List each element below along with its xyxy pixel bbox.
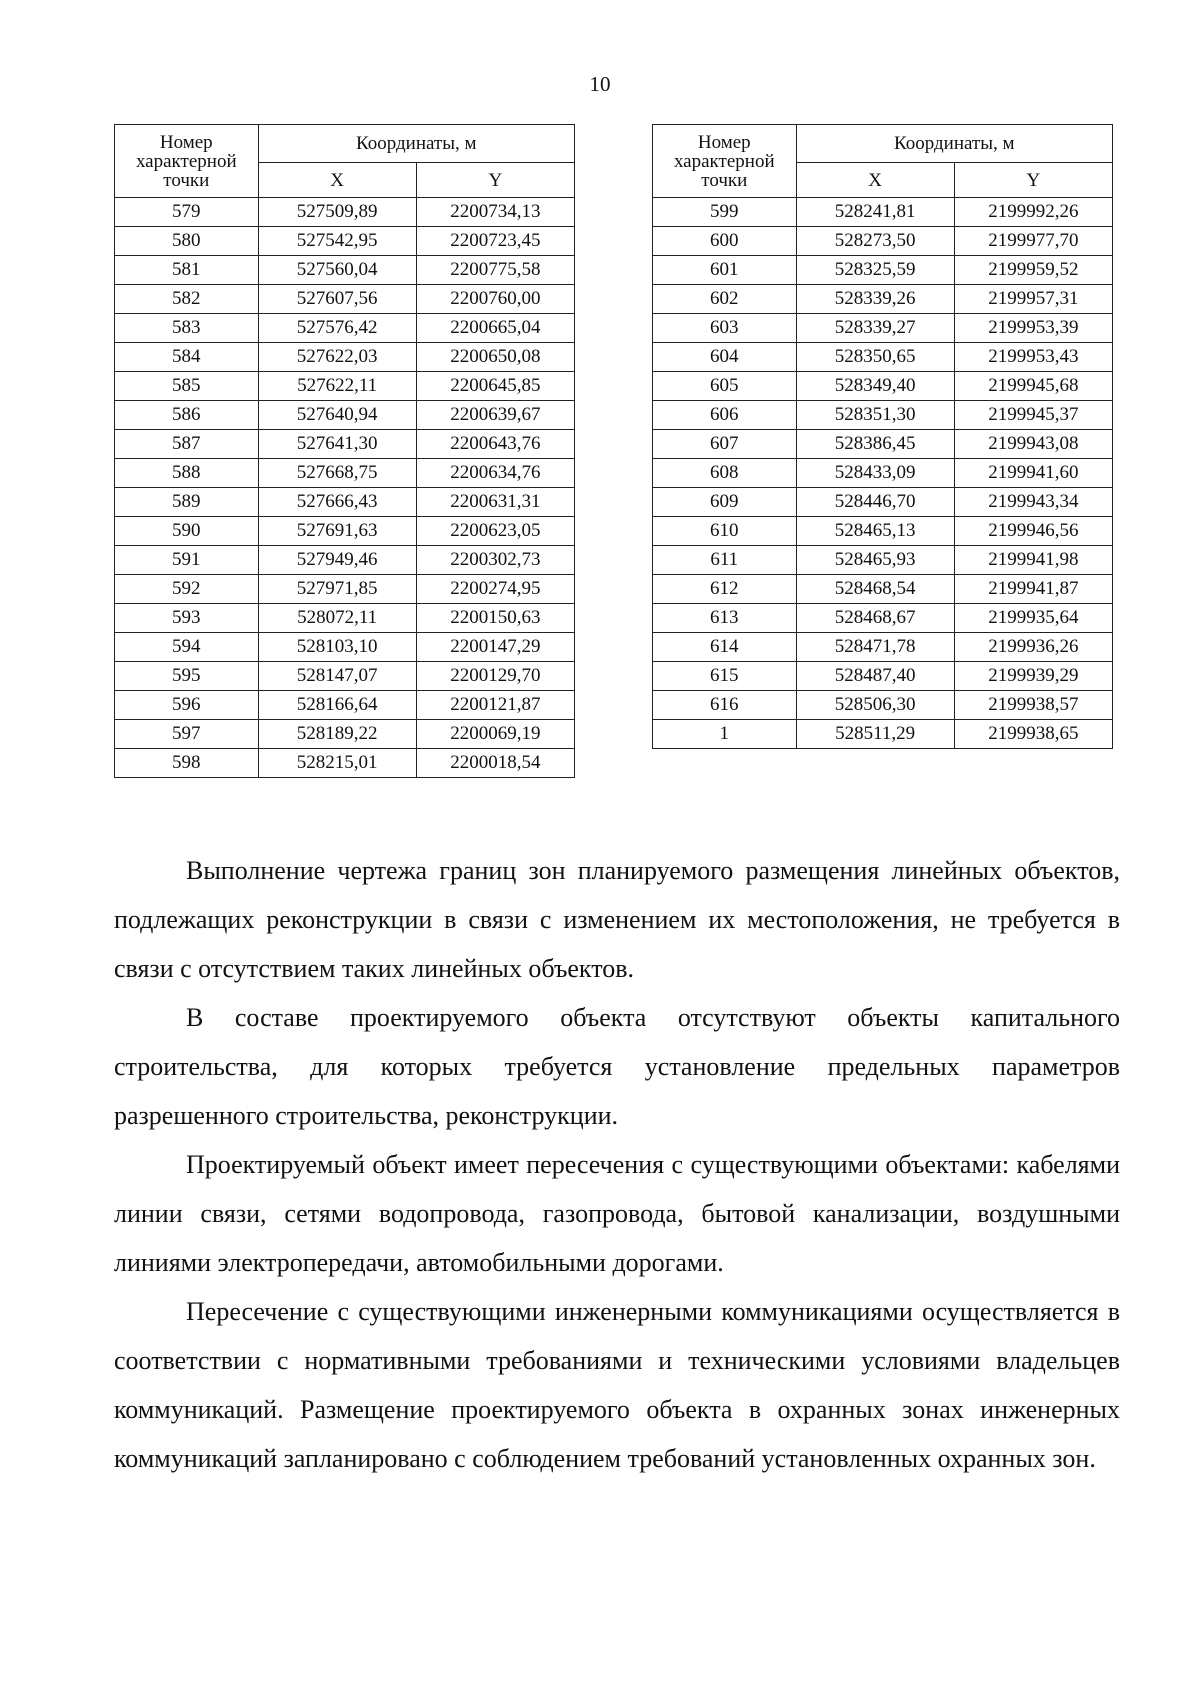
cell-point-number: 601 <box>653 256 797 285</box>
cell-x: 527509,89 <box>258 198 416 227</box>
cell-y: 2199945,68 <box>954 372 1112 401</box>
cell-y: 2199953,43 <box>954 343 1112 372</box>
table-row <box>653 720 1113 749</box>
cell-point-number: 614 <box>653 633 797 662</box>
cell-x: 528506,30 <box>796 691 954 720</box>
cell-x: 528349,40 <box>796 372 954 401</box>
cell-point-number: 596 <box>115 691 259 720</box>
table-row <box>653 401 1113 430</box>
header-coordinates: Координаты, м <box>796 125 1112 163</box>
table-row <box>115 343 575 372</box>
cell-x: 528241,81 <box>796 198 954 227</box>
table-row <box>115 575 575 604</box>
cell-y: 2199936,26 <box>954 633 1112 662</box>
cell-x: 527691,63 <box>258 517 416 546</box>
table-row <box>115 749 575 778</box>
table-row <box>115 256 575 285</box>
cell-y: 2199941,87 <box>954 575 1112 604</box>
cell-x: 528339,27 <box>796 314 954 343</box>
cell-point-number: 600 <box>653 227 797 256</box>
cell-point-number: 593 <box>115 604 259 633</box>
cell-y: 2199945,37 <box>954 401 1112 430</box>
cell-x: 527622,03 <box>258 343 416 372</box>
cell-y: 2199957,31 <box>954 285 1112 314</box>
cell-point-number: 581 <box>115 256 259 285</box>
cell-y: 2199943,34 <box>954 488 1112 517</box>
cell-x: 528487,40 <box>796 662 954 691</box>
cell-x: 528350,65 <box>796 343 954 372</box>
cell-point-number: 598 <box>115 749 259 778</box>
cell-x: 528072,11 <box>258 604 416 633</box>
cell-x: 527560,04 <box>258 256 416 285</box>
cell-y: 2200623,05 <box>416 517 574 546</box>
cell-point-number: 592 <box>115 575 259 604</box>
cell-point-number: 608 <box>653 459 797 488</box>
header-point-number: Номер характерной точки <box>653 125 797 198</box>
cell-x: 528215,01 <box>258 749 416 778</box>
cell-x: 528468,67 <box>796 604 954 633</box>
cell-point-number: 1 <box>653 720 797 749</box>
cell-y: 2200147,29 <box>416 633 574 662</box>
table-row <box>115 285 575 314</box>
cell-x: 527949,46 <box>258 546 416 575</box>
cell-point-number: 594 <box>115 633 259 662</box>
cell-y: 2199939,29 <box>954 662 1112 691</box>
cell-y: 2200129,70 <box>416 662 574 691</box>
cell-y: 2200018,54 <box>416 749 574 778</box>
table-row <box>115 430 575 459</box>
cell-x: 528471,78 <box>796 633 954 662</box>
cell-x: 527542,95 <box>258 227 416 256</box>
table-left-body <box>115 198 575 778</box>
cell-x: 528166,64 <box>258 691 416 720</box>
cell-x: 528433,09 <box>796 459 954 488</box>
cell-y: 2200643,76 <box>416 430 574 459</box>
cell-point-number: 606 <box>653 401 797 430</box>
cell-point-number: 586 <box>115 401 259 430</box>
table-row <box>115 604 575 633</box>
table-row <box>653 691 1113 720</box>
cell-point-number: 597 <box>115 720 259 749</box>
cell-x: 527576,42 <box>258 314 416 343</box>
coordinates-table-right <box>652 124 1113 749</box>
cell-point-number: 602 <box>653 285 797 314</box>
cell-x: 528465,13 <box>796 517 954 546</box>
cell-x: 528103,10 <box>258 633 416 662</box>
cell-y: 2200650,08 <box>416 343 574 372</box>
coordinates-table-left <box>114 124 575 778</box>
table-row <box>115 459 575 488</box>
cell-y: 2200069,19 <box>416 720 574 749</box>
cell-y: 2199938,65 <box>954 720 1112 749</box>
cell-x: 527622,11 <box>258 372 416 401</box>
cell-x: 528339,26 <box>796 285 954 314</box>
page-number: 10 <box>589 72 611 96</box>
table-row <box>653 459 1113 488</box>
table-row <box>653 256 1113 285</box>
cell-point-number: 609 <box>653 488 797 517</box>
cell-x: 528511,29 <box>796 720 954 749</box>
header-x: X <box>258 163 416 198</box>
cell-point-number: 610 <box>653 517 797 546</box>
cell-y: 2200634,76 <box>416 459 574 488</box>
table-row <box>653 227 1113 256</box>
cell-point-number: 599 <box>653 198 797 227</box>
cell-x: 528325,59 <box>796 256 954 285</box>
cell-y: 2199953,39 <box>954 314 1112 343</box>
cell-point-number: 585 <box>115 372 259 401</box>
table-right-body <box>653 198 1113 749</box>
cell-point-number: 583 <box>115 314 259 343</box>
table-row <box>115 372 575 401</box>
cell-x: 527666,43 <box>258 488 416 517</box>
cell-y: 2200665,04 <box>416 314 574 343</box>
cell-point-number: 579 <box>115 198 259 227</box>
cell-x: 527668,75 <box>258 459 416 488</box>
cell-point-number: 587 <box>115 430 259 459</box>
cell-x: 528468,54 <box>796 575 954 604</box>
cell-y: 2200734,13 <box>416 198 574 227</box>
table-row <box>115 720 575 749</box>
cell-point-number: 603 <box>653 314 797 343</box>
cell-y: 2200274,95 <box>416 575 574 604</box>
cell-x: 528189,22 <box>258 720 416 749</box>
table-row <box>653 343 1113 372</box>
table-row <box>653 488 1113 517</box>
table-row <box>115 517 575 546</box>
cell-point-number: 589 <box>115 488 259 517</box>
cell-x: 527607,56 <box>258 285 416 314</box>
cell-point-number: 604 <box>653 343 797 372</box>
cell-y: 2199946,56 <box>954 517 1112 546</box>
cell-y: 2200760,00 <box>416 285 574 314</box>
cell-y: 2199941,98 <box>954 546 1112 575</box>
header-y: Y <box>416 163 574 198</box>
header-x: X <box>796 163 954 198</box>
table-row <box>115 401 575 430</box>
cell-point-number: 591 <box>115 546 259 575</box>
cell-point-number: 612 <box>653 575 797 604</box>
cell-point-number: 605 <box>653 372 797 401</box>
cell-y: 2200150,63 <box>416 604 574 633</box>
paragraph: В составе проектируемого объекта отсутствуют объекты капитального строительства, для которых требуется установление предельных параметров разрешенного строительства, реконструкции. <box>114 1003 1120 1130</box>
cell-x: 527640,94 <box>258 401 416 430</box>
table-row <box>115 691 575 720</box>
cell-y: 2200121,87 <box>416 691 574 720</box>
table-row <box>653 314 1113 343</box>
table-row <box>115 488 575 517</box>
cell-point-number: 613 <box>653 604 797 633</box>
table-row <box>653 575 1113 604</box>
table-row <box>115 227 575 256</box>
cell-point-number: 616 <box>653 691 797 720</box>
cell-y: 2199938,57 <box>954 691 1112 720</box>
table-row <box>653 633 1113 662</box>
cell-y: 2200302,73 <box>416 546 574 575</box>
header-point-number: Номер характерной точки <box>115 125 259 198</box>
cell-x: 528147,07 <box>258 662 416 691</box>
paragraph: Проектируемый объект имеет пересечения с существующими объектами: кабелями линии связи, сетями водопровода, газопровода, бытовой канализации, воздушными линиями электропередачи, автомобильными дорогами. <box>114 1150 1120 1277</box>
cell-y: 2199943,08 <box>954 430 1112 459</box>
table-row <box>653 604 1113 633</box>
table-row <box>653 430 1113 459</box>
cell-point-number: 580 <box>115 227 259 256</box>
cell-point-number: 607 <box>653 430 797 459</box>
table-row <box>653 546 1113 575</box>
cell-y: 2200723,45 <box>416 227 574 256</box>
table-row <box>115 633 575 662</box>
cell-point-number: 584 <box>115 343 259 372</box>
paragraph: Выполнение чертежа границ зон планируемого размещения линейных объектов, подлежащих реконструкции в связи с изменением их местоположения, не требуется в связи с отсутствием таких линейных объектов. <box>114 856 1120 983</box>
table-row <box>653 372 1113 401</box>
cell-y: 2199935,64 <box>954 604 1112 633</box>
cell-point-number: 611 <box>653 546 797 575</box>
table-row <box>653 517 1113 546</box>
cell-point-number: 615 <box>653 662 797 691</box>
table-row <box>115 198 575 227</box>
table-row <box>115 546 575 575</box>
table-row <box>115 662 575 691</box>
header-coordinates: Координаты, м <box>258 125 574 163</box>
cell-y: 2199992,26 <box>954 198 1112 227</box>
table-row <box>653 198 1113 227</box>
paragraph: Пересечение с существующими инженерными коммуникациями осуществляется в соответствии с нормативными требованиями и техническими условиями владельцев коммуникаций. Размещение проектируемого объекта в охранных зонах инженерных коммуникаций запланировано с соблюдением требований установленных охранных зон. <box>114 1297 1120 1473</box>
cell-y: 2200775,58 <box>416 256 574 285</box>
cell-y: 2199941,60 <box>954 459 1112 488</box>
cell-x: 528465,93 <box>796 546 954 575</box>
cell-y: 2200639,67 <box>416 401 574 430</box>
table-row <box>653 662 1113 691</box>
header-y: Y <box>954 163 1112 198</box>
table-row <box>115 314 575 343</box>
cell-point-number: 582 <box>115 285 259 314</box>
cell-point-number: 588 <box>115 459 259 488</box>
cell-x: 527971,85 <box>258 575 416 604</box>
cell-point-number: 595 <box>115 662 259 691</box>
body-text <box>114 846 1120 1483</box>
table-row <box>653 285 1113 314</box>
cell-y: 2200631,31 <box>416 488 574 517</box>
cell-y: 2199977,70 <box>954 227 1112 256</box>
cell-y: 2200645,85 <box>416 372 574 401</box>
cell-y: 2199959,52 <box>954 256 1112 285</box>
cell-x: 528273,50 <box>796 227 954 256</box>
cell-point-number: 590 <box>115 517 259 546</box>
cell-x: 528386,45 <box>796 430 954 459</box>
cell-x: 528351,30 <box>796 401 954 430</box>
cell-x: 527641,30 <box>258 430 416 459</box>
cell-x: 528446,70 <box>796 488 954 517</box>
